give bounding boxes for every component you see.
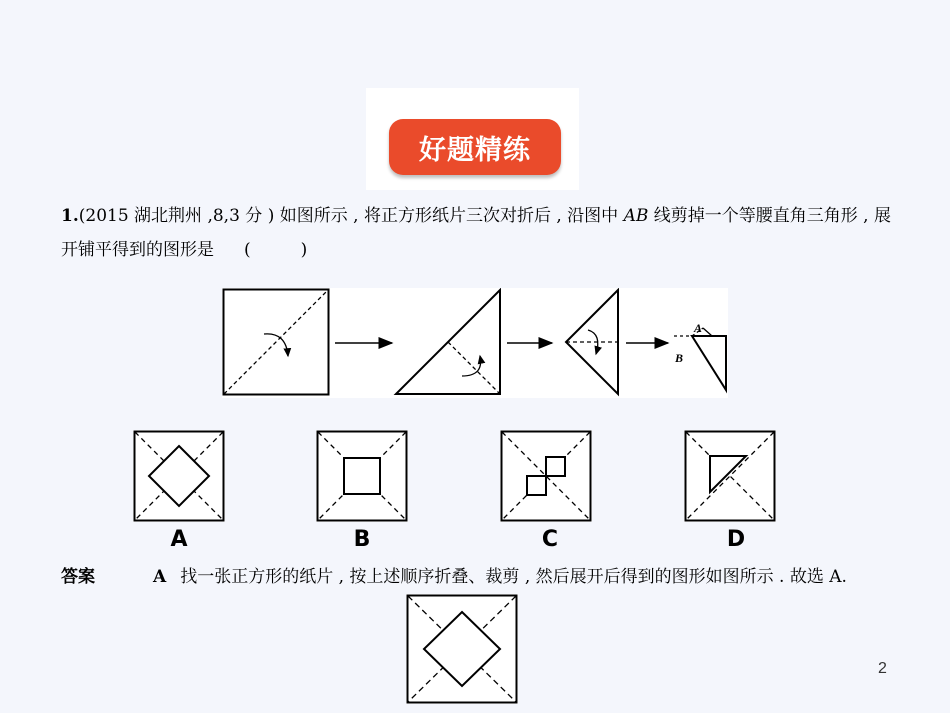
answer-explanation: 找一张正方形的纸片 , 按上述顺序折叠、裁剪 , 然后展开后得到的图形如图所示 . 故选 A. [180, 567, 847, 587]
point-b-label: B [675, 351, 684, 365]
option-a-figure [133, 430, 225, 522]
question-number: 1. [61, 206, 79, 226]
section-title-banner [389, 119, 561, 175]
option-d-label: D [726, 527, 746, 552]
answer-label: 答案 [61, 567, 95, 587]
option-b-label: B [353, 527, 371, 552]
option-a-label: A [170, 527, 188, 552]
option-d-figure [684, 430, 776, 522]
answer-figure [406, 594, 518, 704]
answer-choice: A [153, 567, 167, 587]
fold-step-final [674, 321, 726, 390]
answer-blank: ( ) [244, 240, 308, 260]
fold-step-square [224, 290, 329, 395]
question-italic-ab: AB [623, 206, 649, 226]
option-b-figure [316, 430, 408, 522]
page-number: 2 [878, 660, 887, 677]
question-text-after: 线剪掉一个等腰直角三角形 , 展开铺平得到的图形是 [61, 206, 891, 260]
section-title: 好题精练 [419, 134, 531, 166]
question-text [61, 199, 901, 267]
point-a-label: A [694, 321, 703, 335]
question-text-before: 如图所示 , 将正方形纸片三次对折后 , 沿图中 [274, 206, 624, 226]
option-c-label: C [541, 527, 559, 552]
fold-step-small-triangle [566, 290, 618, 394]
folding-sequence-figure [222, 288, 728, 398]
option-c-figure [500, 430, 592, 522]
question-source: (2015 湖北荆州 ,8,3 分 ) [78, 206, 275, 226]
fold-step-triangle [396, 290, 500, 394]
answer-section [61, 560, 901, 594]
